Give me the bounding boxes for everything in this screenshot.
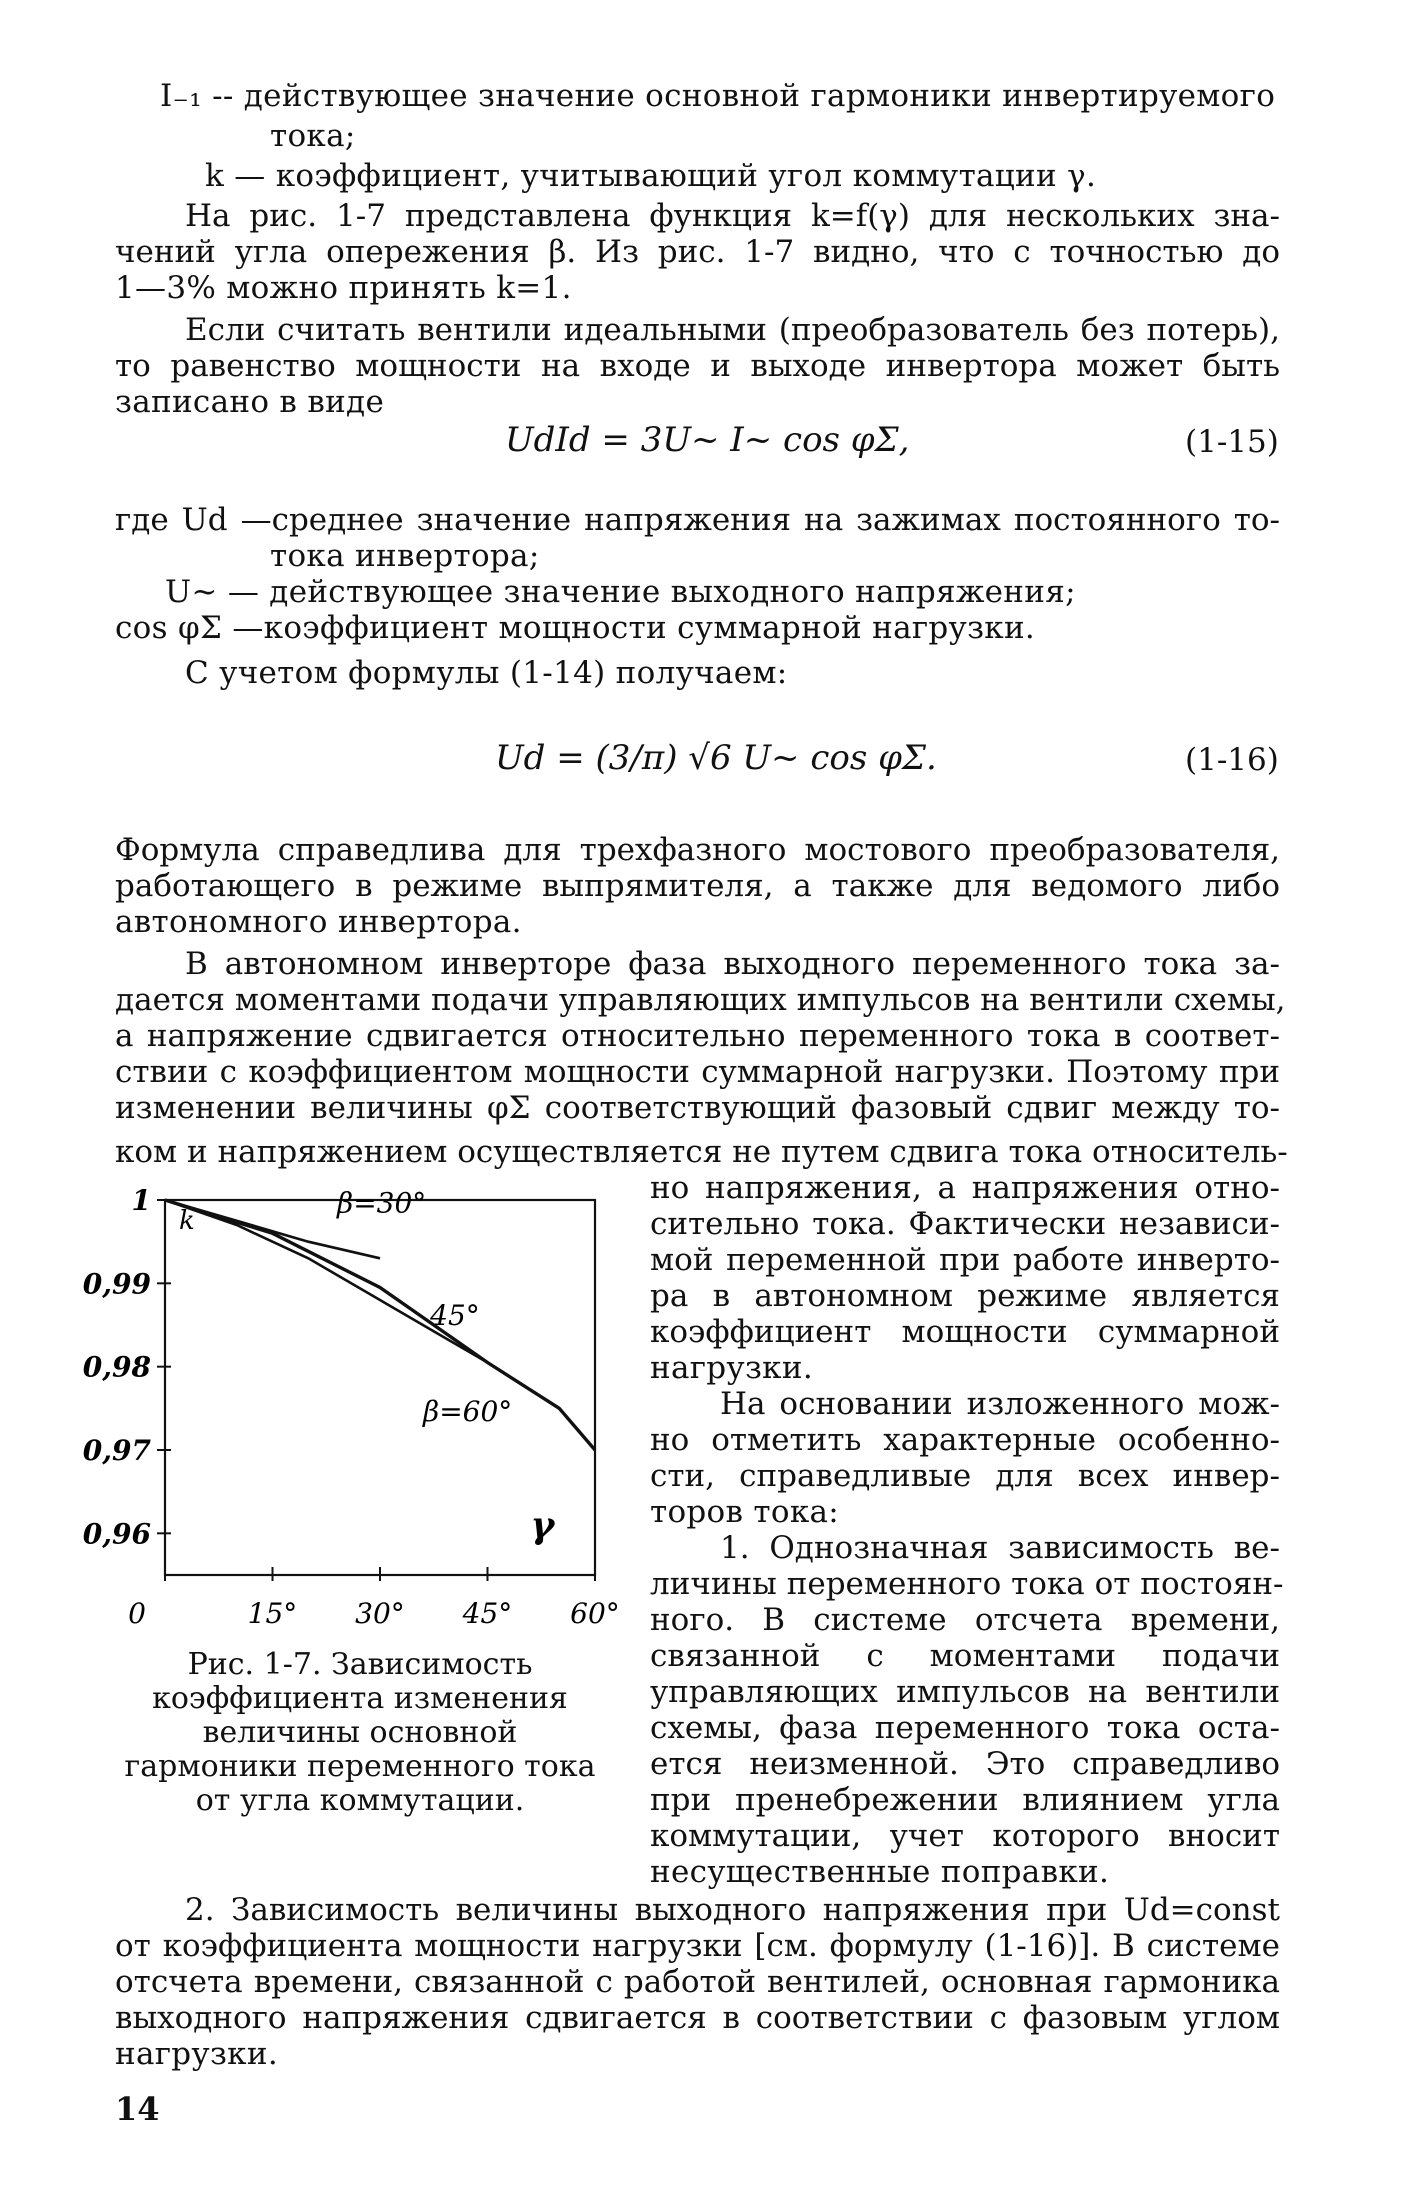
- right-col-line: коэффициент мощности суммарной: [650, 1314, 1280, 1350]
- right-col3-line: коммутации, учет которого вносит: [650, 1818, 1280, 1854]
- y-tick-label: 0,98: [82, 1350, 151, 1384]
- figure-caption: Рис. 1-7. Зависимость коэффициента изменения величины основной гармоники переменного тока от угла коммутации.: [124, 1647, 596, 1818]
- right-col3-line: схемы, фаза переменного тока оста-: [650, 1710, 1280, 1746]
- para1-line: 1—3% можно принять k=1.: [115, 270, 572, 306]
- def-i1-line1: I₋₁ -- действующее значение основной гармоники инвертируемого: [160, 78, 1276, 114]
- para4-line: ком и напряжением осуществляется не путем сдвига тока относитель-: [115, 1134, 1288, 1170]
- where-def-line: где Ud —среднее значение напряжения на зажимах постоянного то-: [115, 502, 1280, 538]
- para-final-line: 2. Зависимость величины выходного напряжения при Ud=const: [185, 1892, 1280, 1928]
- series-line-3: [165, 1200, 595, 1450]
- right-col3-line: личины переменного тока от постоян-: [650, 1566, 1284, 1602]
- para4-line: изменении величины φΣ соответствующий фазовый сдвиг между то-: [115, 1090, 1280, 1126]
- para1-line: чений угла опережения β. Из рис. 1-7 видно, что с точностью до: [115, 234, 1280, 270]
- para2-line: записано в виде: [115, 384, 385, 420]
- right-col2-line: но отметить характерные особенно-: [650, 1422, 1280, 1458]
- x-tick-label: 45°: [462, 1597, 513, 1630]
- right-col-line: нагрузки.: [650, 1350, 813, 1386]
- para3-line: автономного инвертора.: [115, 904, 522, 940]
- y-tick-label: 0,99: [82, 1267, 151, 1301]
- right-col-line: но напряжения, а напряжения отно-: [650, 1170, 1280, 1206]
- x-tick-label: 30°: [355, 1597, 405, 1630]
- where-def-line: тока инвертора;: [270, 538, 540, 574]
- where-def-line: U~ — действующее значение выходного напряжения;: [165, 574, 1076, 610]
- para3-line: работающего в режиме выпрямителя, а также для ведомого либо: [115, 868, 1280, 904]
- def-i1-line2: тока;: [270, 118, 356, 154]
- series-label-1: β=30°: [337, 1186, 427, 1220]
- series-label-3: β=60°: [423, 1394, 513, 1428]
- right-col3-line: при пренебрежении влиянием угла: [650, 1782, 1280, 1818]
- right-col2-line: торов тока:: [650, 1494, 840, 1530]
- page-number: 14: [115, 2090, 160, 2128]
- right-col3-line: управляющих импульсов на вентили: [650, 1674, 1280, 1710]
- y-axis-label: k: [179, 1206, 195, 1237]
- para4-line: дается моментами подачи управляющих импульсов на вентили схемы,: [115, 982, 1286, 1018]
- para-final-line: нагрузки.: [115, 2036, 278, 2072]
- chart-series-lines: [165, 1200, 595, 1450]
- x-axis-label: γ: [530, 1504, 555, 1547]
- y-tick-label: 0,97: [82, 1434, 151, 1467]
- x-tick-label: 15°: [247, 1597, 298, 1630]
- para4-line: а напряжение сдвигается относительно переменного тока в соответ-: [115, 1018, 1280, 1054]
- right-col3-line: ного. В системе отсчета времени,: [650, 1602, 1280, 1638]
- equation-1-16: Ud = (3/π) √6 U~ cos φΣ.: [495, 738, 937, 778]
- equation-number-1-15: (1-15): [1185, 424, 1279, 460]
- right-col2-line: сти, справедливые для всех инвер-: [650, 1458, 1280, 1494]
- para4-line: В автономном инверторе фаза выходного переменного тока за-: [185, 946, 1280, 982]
- x-tick-label: 60°: [570, 1597, 620, 1630]
- equation-1-15: UdId = 3U~ I~ cos φΣ,: [505, 420, 910, 460]
- def-k: k — коэффициент, учитывающий угол коммутации γ.: [205, 158, 1097, 194]
- with-formula-line: С учетом формулы (1-14) получаем:: [185, 655, 788, 691]
- right-col3-line: ется неизменной. Это справедливо: [650, 1746, 1280, 1782]
- where-def-line: cos φΣ —коэффициент мощности суммарной нагрузки.: [115, 610, 1036, 646]
- para2-line: Если считать вентили идеальными (преобразователь без потерь),: [185, 312, 1280, 348]
- para2-line: то равенство мощности на входе и выходе инвертора может быть: [115, 348, 1280, 384]
- right-col3-line: 1. Однозначная зависимость ве-: [720, 1530, 1280, 1566]
- x-tick-label: 0: [128, 1597, 146, 1630]
- series-label-2: 45°: [430, 1299, 480, 1332]
- para1-line: На рис. 1-7 представлена функция k=f(γ) для нескольких зна-: [185, 198, 1280, 234]
- para3-line: Формула справедлива для трехфазного мостового преобразователя,: [115, 832, 1280, 868]
- y-tick-label: 1: [131, 1184, 151, 1217]
- right-col-line: сительно тока. Фактически независи-: [650, 1206, 1280, 1242]
- equation-number-1-16: (1-16): [1185, 742, 1279, 778]
- right-col-line: ра в автономном режиме является: [650, 1278, 1280, 1314]
- right-col-line: мой переменной при работе инверто-: [650, 1242, 1280, 1278]
- right-col3-line: несущественные поправки.: [650, 1854, 1110, 1890]
- right-col3-line: связанной с моментами подачи: [650, 1638, 1280, 1674]
- y-tick-label: 0,96: [82, 1517, 151, 1551]
- para-final-line: от коэффициента мощности нагрузки [см. формулу (1-16)]. В системе: [115, 1928, 1280, 1964]
- para-final-line: отсчета времени, связанной с работой вентилей, основная гармоника: [115, 1964, 1280, 2000]
- para-final-line: выходного напряжения сдвигается в соответствии с фазовым углом: [115, 2000, 1280, 2036]
- para4-line: ствии с коэффициентом мощности суммарной нагрузки. Поэтому при: [115, 1054, 1280, 1090]
- series-line-2: [165, 1200, 488, 1363]
- figure-1-7-chart: [60, 1180, 640, 1630]
- right-col2-line: На основании изложенного мож-: [720, 1386, 1280, 1422]
